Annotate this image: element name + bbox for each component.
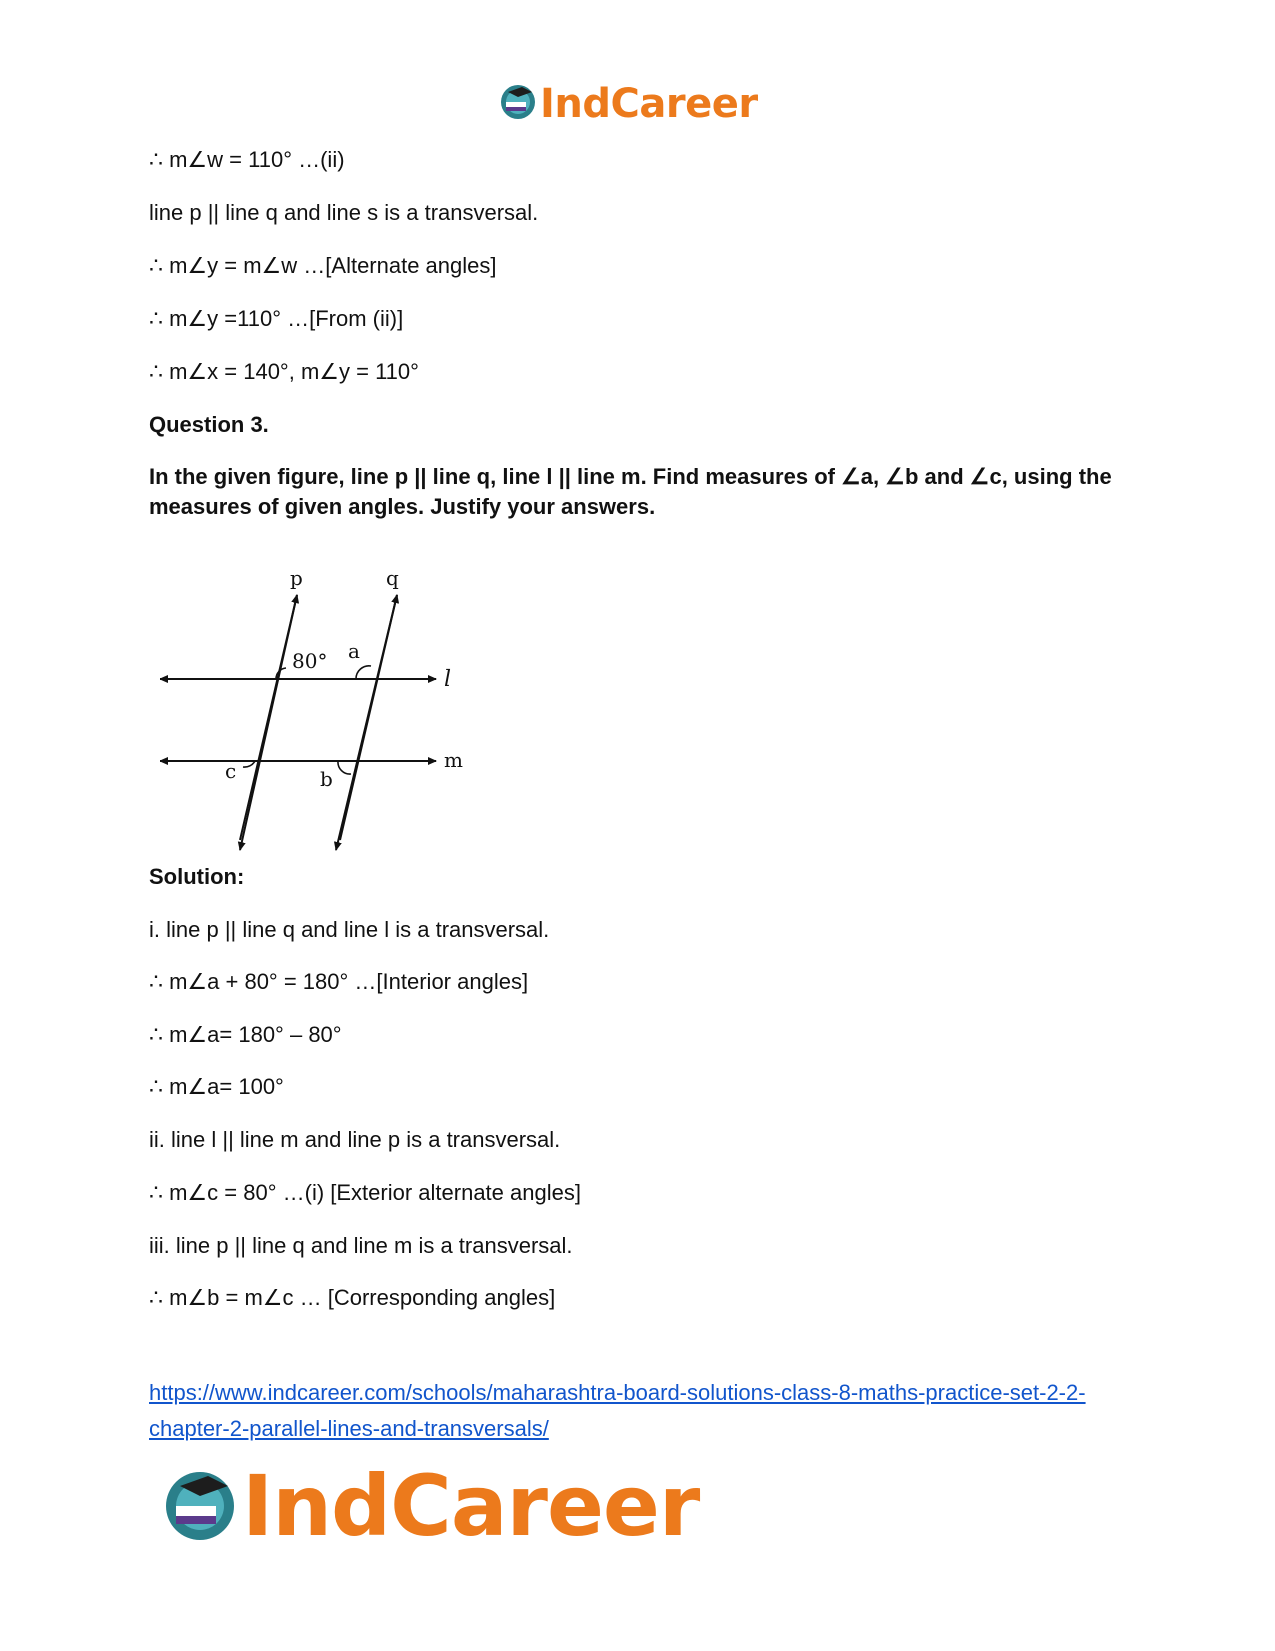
angle-b-arc: [338, 761, 351, 774]
source-link[interactable]: https://www.indcareer.com/schools/maharashtra-board-solutions-class-8-maths-practice-set-2-2-chapter-2-parallel-lines-and-transversals/: [149, 1380, 1086, 1441]
logo-text: IndCareer: [540, 81, 758, 127]
logo-globe-icon: [498, 80, 538, 120]
solution-step: ∴ m∠c = 80° …(i) [Exterior alternate angles]: [149, 1180, 581, 1205]
label-a: a: [348, 639, 360, 663]
label-m: m: [444, 748, 463, 772]
solution-step: ∴ m∠a= 180° – 80°: [149, 1022, 342, 1047]
solution-step: iii. line p || line q and line m is a transversal.: [149, 1233, 573, 1258]
angle-a-arc: [356, 666, 371, 679]
question-heading: Question 3.: [149, 412, 269, 437]
solution-line: ∴ m∠w = 110° …(ii): [149, 147, 345, 172]
solution-step: ∴ m∠a + 80° = 180° …[Interior angles]: [149, 969, 529, 994]
logo-text: IndCareer: [242, 1457, 700, 1555]
label-q: q: [386, 566, 399, 590]
solution-step: ii. line l || line m and line p is a transversal.: [149, 1127, 561, 1152]
label-80: 80°: [292, 649, 328, 673]
solution-step: ∴ m∠b = m∠c … [Corresponding angles]: [149, 1285, 556, 1310]
solution-line: ∴ m∠y = m∠w …[Alternate angles]: [149, 253, 497, 278]
label-b: b: [320, 767, 333, 791]
solution-heading: Solution:: [149, 864, 245, 889]
solution-line: ∴ m∠x = 140°, m∠y = 110°: [149, 359, 419, 384]
logo-globe-icon: [160, 1462, 240, 1542]
label-c: c: [225, 759, 237, 783]
parallel-lines-figure: [160, 560, 480, 860]
solution-line: line p || line q and line s is a transversal.: [149, 200, 539, 225]
label-p: p: [290, 566, 303, 590]
question-text: In the given figure, line p || line q, line l || line m. Find measures of ∠a, ∠b and ∠c, using the measures of given angles. Justify your answers.: [149, 464, 1112, 519]
solution-line: ∴ m∠y =110° …[From (ii)]: [149, 306, 404, 331]
solution-step: i. line p || line q and line l is a transversal.: [149, 917, 550, 942]
label-l: l: [444, 667, 452, 692]
solution-step: ∴ m∠a= 100°: [149, 1074, 284, 1099]
